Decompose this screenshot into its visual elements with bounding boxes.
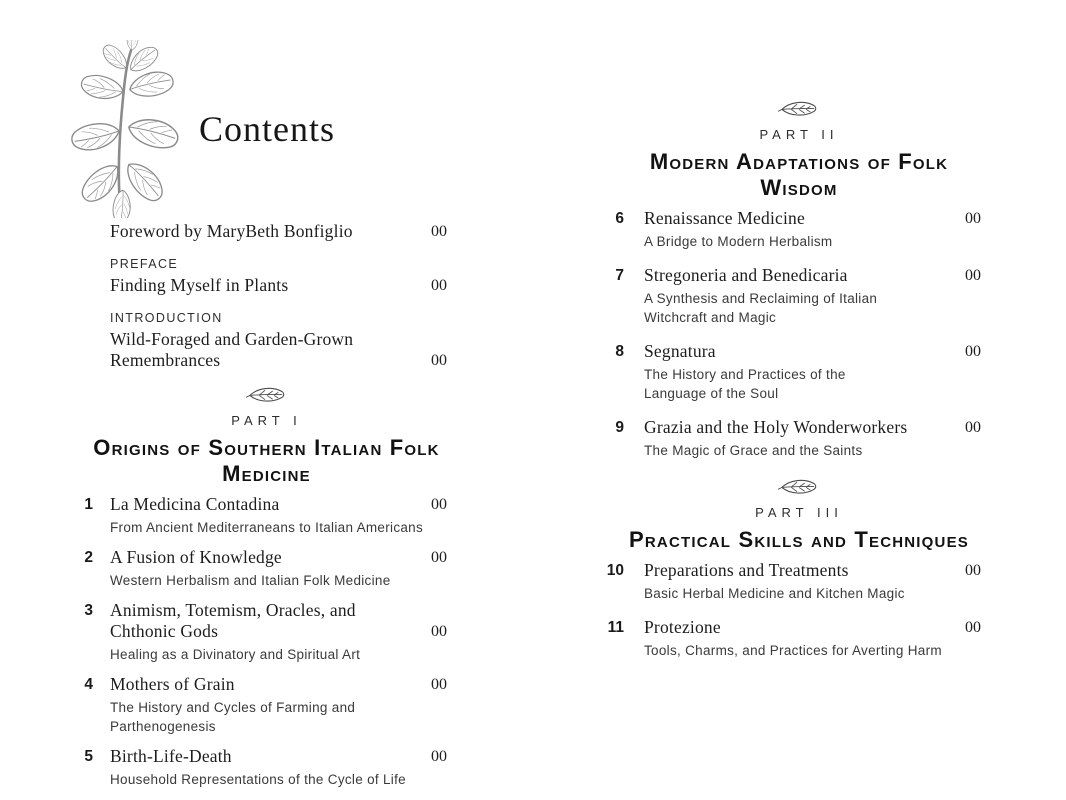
basil-illustration: [36, 40, 194, 218]
toc-chapter-8: [590, 341, 981, 403]
chapter-title: La Medicina Contadina: [110, 494, 280, 514]
part-title: Practical Skills and Techniques: [629, 527, 969, 552]
toc-chapter-7: [590, 265, 981, 327]
chapter-subtitle: Western Herbalism and Italian Folk Medicine: [110, 573, 391, 588]
chapter-title: Mothers of Grain: [110, 674, 235, 694]
page-title: Contents: [199, 109, 336, 149]
page-number: 00: [431, 352, 447, 369]
part-label: PART II: [759, 127, 839, 142]
chapter-title: Renaissance Medicine: [644, 208, 805, 228]
toc-chapter-6: [590, 208, 981, 251]
entry-label: INTRODUCTION: [110, 311, 223, 325]
page-number: 00: [431, 676, 447, 693]
chapter-number: 9: [615, 419, 624, 436]
leaf-ornament-icon: [245, 385, 289, 403]
chapter-number: 1: [84, 496, 93, 513]
page-number: 00: [431, 223, 447, 240]
chapter-title: Chthonic Gods: [110, 621, 219, 641]
part-title: Modern Adaptations of Folk Wisdom: [649, 149, 949, 200]
entry-title: Wild-Foraged and Garden-Grown: [110, 329, 354, 349]
chapter-number: 11: [607, 619, 624, 636]
toc-chapter-5: [66, 746, 447, 789]
toc-chapter-9: [590, 417, 981, 460]
page-number: 00: [431, 277, 447, 294]
page-number: 00: [965, 343, 981, 360]
chapter-subtitle: Healing as a Divinatory and Spiritual Art: [110, 647, 361, 662]
chapter-number: 3: [84, 602, 93, 619]
part-3-header: [617, 477, 981, 553]
entry-title: Finding Myself in Plants: [110, 275, 289, 295]
part-1-header: [86, 385, 447, 487]
chapter-subtitle: Parthenogenesis: [110, 719, 216, 734]
chapter-subtitle: A Bridge to Modern Herbalism: [644, 234, 833, 249]
part-title: Origins of Southern Italian Folk Medicine: [93, 435, 440, 486]
chapter-number: 10: [606, 562, 624, 579]
part-2-header: [617, 99, 981, 201]
chapter-subtitle: Basic Herbal Medicine and Kitchen Magic: [644, 586, 905, 601]
toc-chapter-1: [66, 494, 447, 537]
leaf-ornament-icon: [777, 477, 821, 495]
chapter-subtitle: The History and Cycles of Farming and: [110, 700, 356, 715]
chapter-subtitle: Tools, Charms, and Practices for Averting Harm: [644, 643, 942, 658]
toc-chapter-3: [66, 600, 447, 664]
chapter-subtitle: The Magic of Grace and the Saints: [644, 443, 863, 458]
toc-chapter-2: [66, 547, 447, 590]
chapter-number: 4: [84, 676, 93, 693]
chapter-title: Protezione: [644, 617, 721, 637]
left-column: [66, 221, 447, 799]
page-number: 00: [965, 267, 981, 284]
chapter-number: 2: [84, 549, 93, 566]
entry-title: Remembrances: [110, 350, 221, 370]
toc-entry-foreword: [110, 221, 447, 242]
chapter-title: Animism, Totemism, Oracles, and: [110, 600, 356, 620]
chapter-title: Preparations and Treatments: [644, 560, 849, 580]
page-number: 00: [431, 496, 447, 513]
chapter-number: 6: [615, 210, 624, 227]
page-number: 00: [431, 623, 447, 640]
right-column: [606, 99, 981, 674]
page-number: 00: [965, 619, 981, 636]
chapter-subtitle: Witchcraft and Magic: [644, 310, 777, 325]
chapter-number: 8: [615, 343, 624, 360]
chapter-title: A Fusion of Knowledge: [110, 547, 282, 567]
chapter-subtitle: Household Representations of the Cycle of Life: [110, 772, 406, 787]
page-number: 00: [965, 419, 981, 436]
chapter-number: 7: [615, 267, 624, 284]
page-number: 00: [965, 562, 981, 579]
leaf-ornament-icon: [777, 99, 821, 117]
page-number: 00: [431, 549, 447, 566]
chapter-title: Birth-Life-Death: [110, 746, 232, 766]
chapter-subtitle: Language of the Soul: [644, 386, 779, 401]
toc-entry-preface: [110, 256, 447, 296]
toc-entry-introduction: [110, 310, 447, 371]
part-label: PART I: [231, 413, 302, 428]
toc-chapter-4: [66, 674, 447, 736]
chapter-title: Stregoneria and Benedicaria: [644, 265, 848, 285]
toc-chapter-10: [590, 560, 981, 603]
chapter-title: Grazia and the Holy Wonderworkers: [644, 417, 908, 437]
page-number: 00: [431, 748, 447, 765]
chapter-number: 5: [84, 748, 93, 765]
chapter-subtitle: A Synthesis and Reclaiming of Italian: [644, 291, 878, 306]
entry-title: Foreword by MaryBeth Bonfiglio: [110, 221, 353, 241]
toc-chapter-11: [590, 617, 981, 660]
part-label: PART III: [755, 505, 843, 520]
chapter-subtitle: From Ancient Mediterraneans to Italian Americans: [110, 520, 424, 535]
chapter-subtitle: The History and Practices of the: [644, 367, 846, 382]
entry-label: PREFACE: [110, 257, 179, 271]
page-number: 00: [965, 210, 981, 227]
chapter-title: Segnatura: [644, 341, 716, 361]
